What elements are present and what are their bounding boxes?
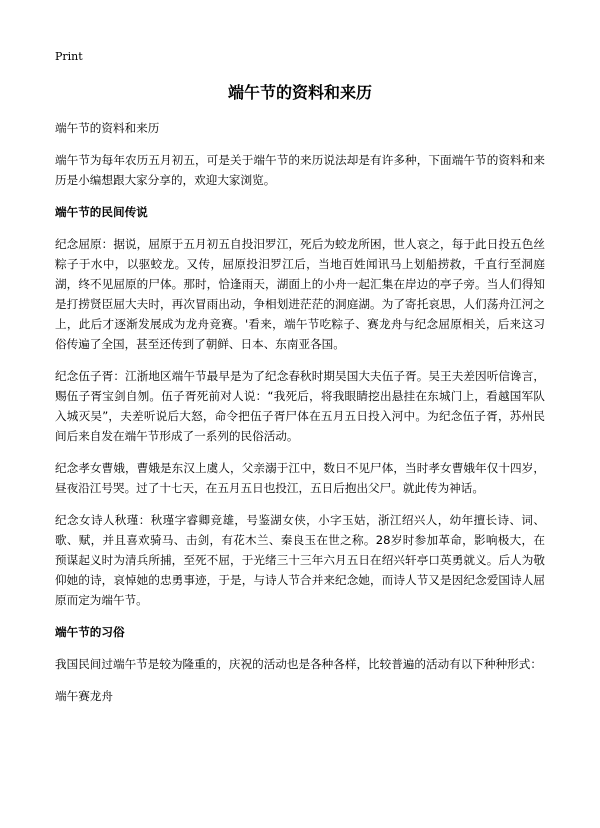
page-title: 端午节的资料和来历 [227,83,372,102]
legend-cao-e: 纪念孝女曹娥，曹娥是东汉上虞人，父亲溺于江中，数日不见尸体，当时孝女曹娥年仅十四岁，昼夜沿江号哭。过了十七天，在五月五日也投江，五日后抱出父尸。就此传为神话。 [55,461,545,495]
subtitle-text: 端午节的资料和来历 [55,121,160,135]
customs-intro: 我国民间过端午节是较为隆重的，庆祝的活动也是各种各样，比较普遍的活动有以下种种形式： [55,657,542,671]
legend-qu-yuan: 纪念屈原：据说，屈原于五月初五自投汨罗江，死后为蛟龙所困，世人哀之，每于此日投五色丝粽子于水中，以驱蛟龙。又传，屈原投汨罗江后，当地百姓闻讯马上划船捞救，千直行至洞庭湖，终不见屈原的尸体。那时，恰逢雨天，湖面上的小舟一起汇集在岸边的亭子旁。当人们得知是打捞贤臣屈大夫时，再次冒雨出动，争相划进茫茫的洞庭湖。为了寄托哀思，人们荡舟江河之上，此后才逐渐发展成为龙舟竞赛。'看来，端午节吃粽子、赛龙舟与纪念屈原相关，后来这习俗传遍了全国，甚至还传到了朝鲜、日本、东南亚各国。 [55,237,545,351]
legend-qiu-jin: 纪念女诗人秋瑾：秋瑾字睿卿竞雄，号鉴湖女侠，小字玉姑，浙江绍兴人，幼年擅长诗、词、歌、赋，并且喜欢骑马、击剑，有花木兰、秦良玉在世之称。28岁时参加革命，影响极大，在预谋起义时为清兵所捕，至死不屈，于光绪三十三年六月五日在绍兴轩亭口英勇就义。后人为敬仰她的诗，哀悼她的忠勇事迹，于是，与诗人节合并来纪念她，而诗人节又是因纪念爱国诗人屈原而定为端午节。 [55,513,545,607]
section-heading-legends: 端午节的民间传说 [55,205,148,219]
print-link[interactable]: Print [55,50,83,63]
legend-wu-zixu: 纪念伍子胥：江浙地区端午节最早是为了纪念春秋时期吴国大夫伍子胥。吴王夫差因听信谗言，赐伍子胥宝剑自刎。伍子胥死前对人说：“我死后，将我眼睛挖出悬挂在东城门上，看越国军队入城灭吴”，夫差听说后大怒，命令把伍子胥尸体在五月五日投入河中。为纪念伍子胥，苏州民间后来自发在端午节形成了一系列的民俗活动。 [55,369,545,443]
section-heading-customs: 端午节的习俗 [55,625,125,639]
article-body [55,118,545,718]
intro-paragraph: 端午节为每年农历五月初五，可是关于端午节的来历说法却是有许多种，下面端午节的资料和来历是小编想跟大家分享的，欢迎大家浏览。 [55,153,545,187]
custom-dragon-boat: 端午赛龙舟 [55,689,113,703]
